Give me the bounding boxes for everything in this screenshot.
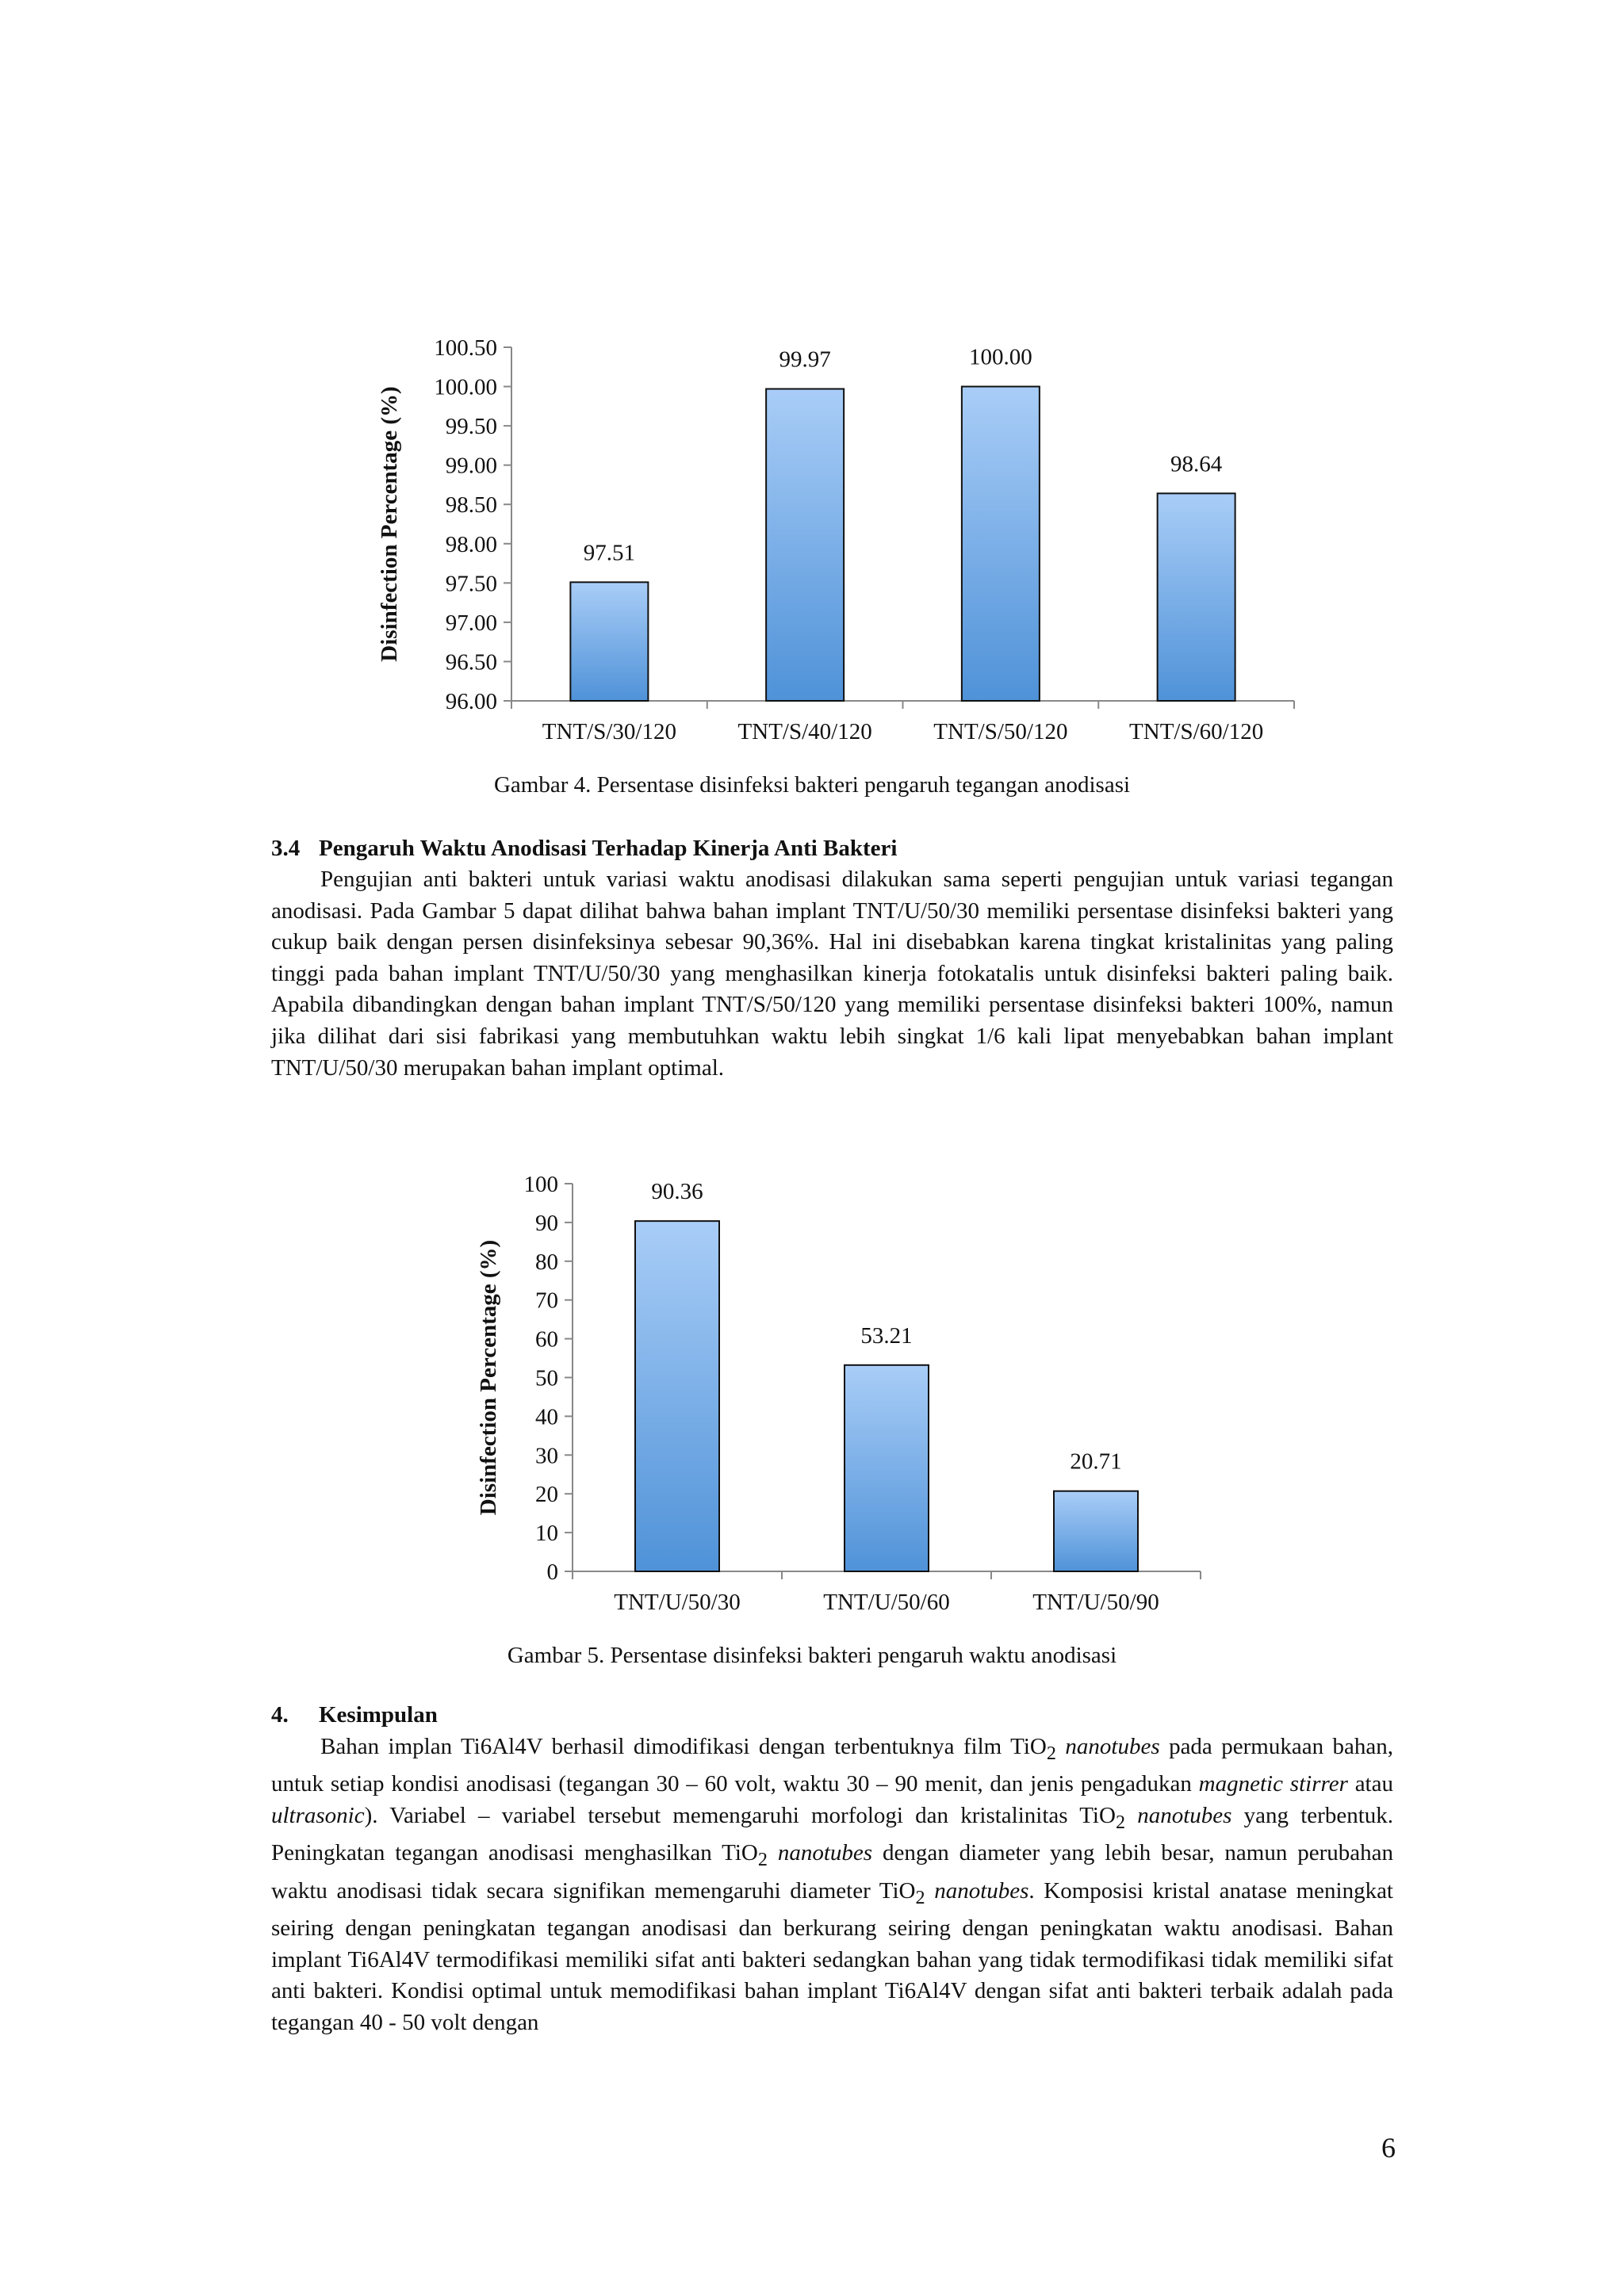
y-tick-label: 98.50 (445, 492, 497, 519)
y-tick-label: 97.00 (445, 610, 497, 636)
data-label: 97.51 (583, 540, 635, 566)
y-tick-label: 90 (535, 1210, 558, 1236)
data-label: 99.97 (779, 346, 831, 373)
y-tick-label: 98.00 (445, 531, 497, 557)
figure-5-caption: Gambar 5. Persentase disinfeksi bakteri pengaruh waktu anodisasi (507, 1643, 1117, 1668)
bar-TNT/U/50/30 (635, 1221, 719, 1571)
bar-TNT/U/50/90 (1054, 1491, 1138, 1571)
x-tick-label: TNT/S/40/120 (737, 719, 872, 744)
x-tick-label: TNT/U/50/30 (614, 1590, 741, 1615)
section-3-4-number: 3.4 (271, 836, 301, 861)
y-tick-label: 70 (535, 1288, 558, 1314)
y-tick-label: 97.50 (445, 571, 497, 597)
y-tick-label: 96.00 (445, 689, 497, 714)
section-4-title: Kesimpulan (319, 1702, 438, 1728)
y-tick-label: 96.50 (445, 649, 497, 675)
y-tick-label: 30 (535, 1443, 558, 1469)
section-4-number: 4. (271, 1702, 289, 1728)
x-tick-label: TNT/S/30/120 (542, 719, 676, 744)
y-tick-label: 50 (535, 1365, 558, 1391)
y-tick-label: 100.50 (434, 335, 497, 361)
y-tick-label: 99.50 (445, 414, 497, 440)
x-tick-label: TNT/S/50/120 (933, 719, 1068, 744)
y-tick-label: 20 (535, 1482, 558, 1508)
y-tick-label: 10 (535, 1521, 558, 1547)
section-4-paragraph: Bahan implan Ti6Al4V berhasil dimodifikasi dengan terbentuknya film TiO$_2$ nanotubes pada permukaan bahan, untuk setiap kondisi anodisasi (tegangan 30 – 60 volt, waktu 30 – 90 menit, dan jenis pengadukan magnetic stirrer atau ultrasonic). Variabel – variabel tersebut memengaruhi morfologi dan kristalinitas TiO$_2$ nanotubes yang terbentuk. Peningkatan tegangan anodisasi menghasilkan TiO$_2$ nanotubes dengan diameter yang lebih besar, namun perubahan waktu anodisasi tidak secara signifikan memengaruhi diameter TiO$_2$ nanotubes. Komposisi kristal anatase meningkat seiring dengan peningkatan tegangan anodisasi dan berkurang seiring dengan peningkatan waktu anodisasi. Bahan implant Ti6Al4V termodifikasi memiliki sifat anti bakteri sedangkan bahan yang tidak termodifikasi tidak memiliki sifat anti bakteri. Kondisi optimal untuk memodifikasi bahan implant Ti6Al4V dengan sifat anti bakteri terbaik adalah pada tegangan 40 - 50 volt dengan (271, 1734, 1394, 2035)
section-3-4-paragraph: Pengujian anti bakteri untuk variasi waktu anodisasi dilakukan sama seperti pengujian untuk variasi tegangan anodisasi. Pada Gambar 5 dapat dilihat bahwa bahan implant TNT/U/50/30 memiliki persentase disinfeksi bakteri yang cukup baik dengan persen disinfeksinya sebesar 90,36%. Hal ini disebabkan karena tingkat kristalinitas yang paling tinggi pada bahan implant TNT/U/50/30 yang menghasilkan kinerja fotokatalis untuk disinfeksi bakteri paling baik. Apabila dibandingkan dengan bahan implant TNT/S/50/120 yang memiliki persentase disinfeksi bakteri 100%, namun jika dilihat dari sisi fabrikasi yang membutuhkan waktu lebih singkat 1/6 kali lipat menyebabkan bahan implant TNT/U/50/30 merupakan bahan implant optimal. (271, 867, 1393, 1081)
section-4-heading (271, 1701, 438, 1729)
y-tick-label: 80 (535, 1249, 558, 1275)
x-tick-label: TNT/U/50/60 (823, 1590, 950, 1615)
y-axis-title: Disinfection Percentage (%) (377, 386, 402, 662)
bar-TNT/U/50/60 (845, 1365, 929, 1571)
data-label: 90.36 (651, 1179, 703, 1205)
y-tick-label: 100.00 (434, 374, 497, 400)
data-label: 98.64 (1170, 451, 1223, 477)
data-label: 53.21 (860, 1322, 913, 1349)
y-tick-label: 40 (535, 1404, 558, 1430)
x-tick-label: TNT/S/60/120 (1129, 719, 1264, 744)
y-tick-label: 99.00 (445, 453, 497, 479)
y-tick-label: 100 (523, 1172, 558, 1197)
section-3-4-title: Pengaruh Waktu Anodisasi Terhadap Kinerja Anti Bakteri (319, 836, 898, 861)
data-label: 100.00 (969, 344, 1032, 370)
y-tick-label: 60 (535, 1326, 558, 1353)
data-label: 20.71 (1070, 1448, 1122, 1475)
page-number: 6 (1381, 2132, 1396, 2164)
x-tick-label: TNT/U/50/90 (1032, 1590, 1159, 1615)
y-axis-title: Disinfection Percentage (%) (476, 1239, 501, 1516)
y-tick-label: 0 (546, 1559, 558, 1585)
figure-4-caption: Gambar 4. Persentase disinfeksi bakteri pengaruh tegangan anodisasi (493, 772, 1131, 798)
